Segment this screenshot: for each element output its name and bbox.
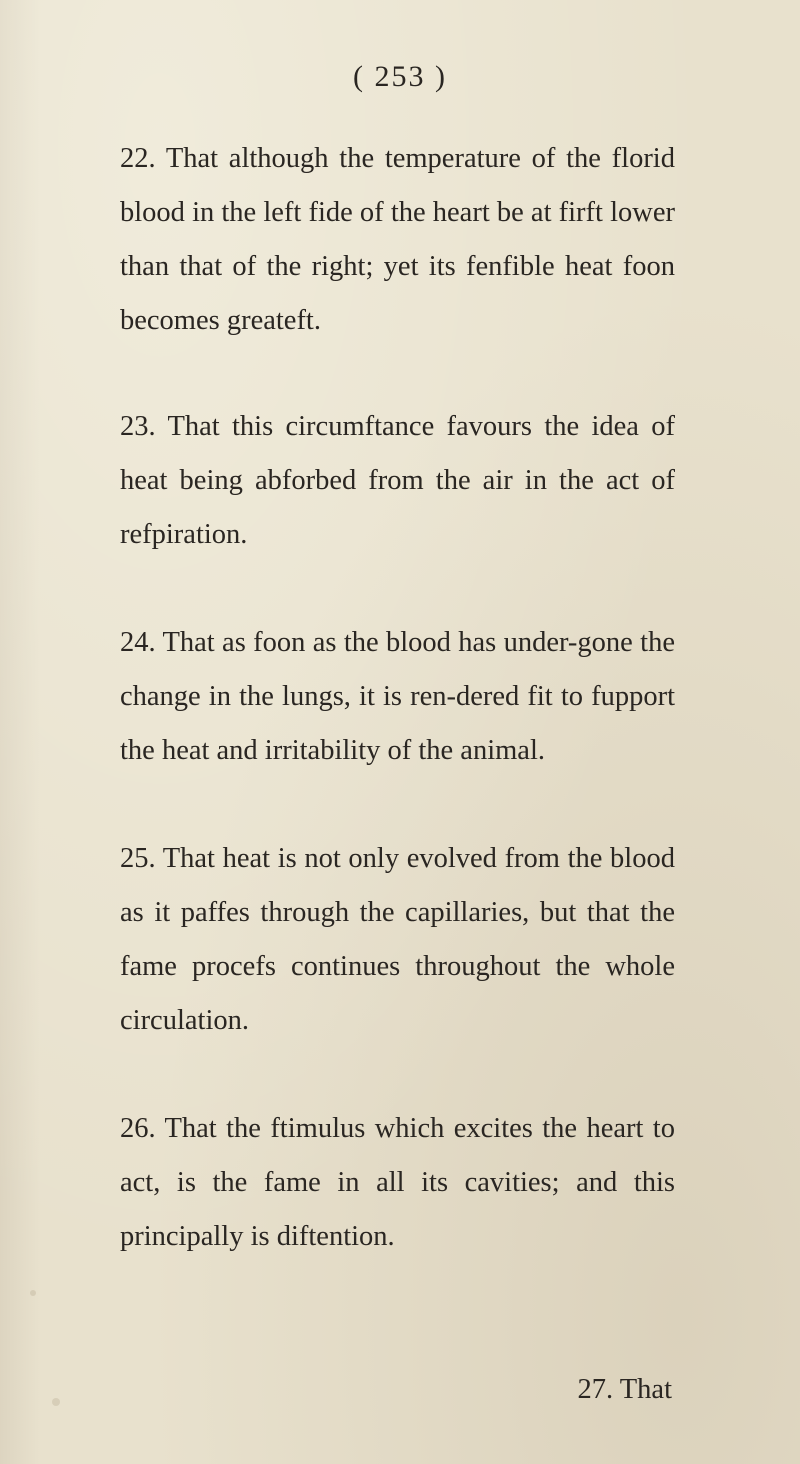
page-body (120, 132, 675, 1264)
paragraph-26 (120, 1102, 675, 1264)
paragraph-text: That as foon as the blood has under-gone the change in the lungs, it is ren-dered fit to fupport the heat and irritability of the animal. (120, 627, 675, 766)
foxing-spot (52, 1398, 60, 1406)
paragraph-number: 26. (120, 1113, 156, 1144)
paragraph-number: 23. (120, 411, 156, 442)
paragraph-number: 25. (120, 843, 156, 874)
paragraph-text: That the ftimulus which excites the heart to act, is the fame in all its cavities; and this principally is diftention. (120, 1113, 675, 1252)
page-number-header: ( 253 ) (353, 60, 447, 93)
catchword: 27. That (577, 1374, 672, 1405)
paragraph-number: 24. (120, 627, 156, 658)
foxing-spot (30, 1290, 36, 1296)
paragraph-text: That this circumftance favours the idea of heat being abforbed from the air in the act of refpiration. (120, 411, 675, 550)
paragraph-24 (120, 616, 675, 778)
paragraph-22 (120, 132, 675, 348)
paragraph-number: 22. (120, 143, 156, 174)
paragraph-25 (120, 832, 675, 1048)
paragraph-text: That although the temperature of the florid blood in the left fide of the heart be at firft lower than that of the right; yet its fenfible heat foon becomes greateft. (120, 143, 675, 336)
paragraph-23 (120, 400, 675, 562)
paragraph-text: That heat is not only evolved from the blood as it paffes through the capillaries, but that the fame procefs continues throughout the whole circulation. (120, 843, 675, 1036)
